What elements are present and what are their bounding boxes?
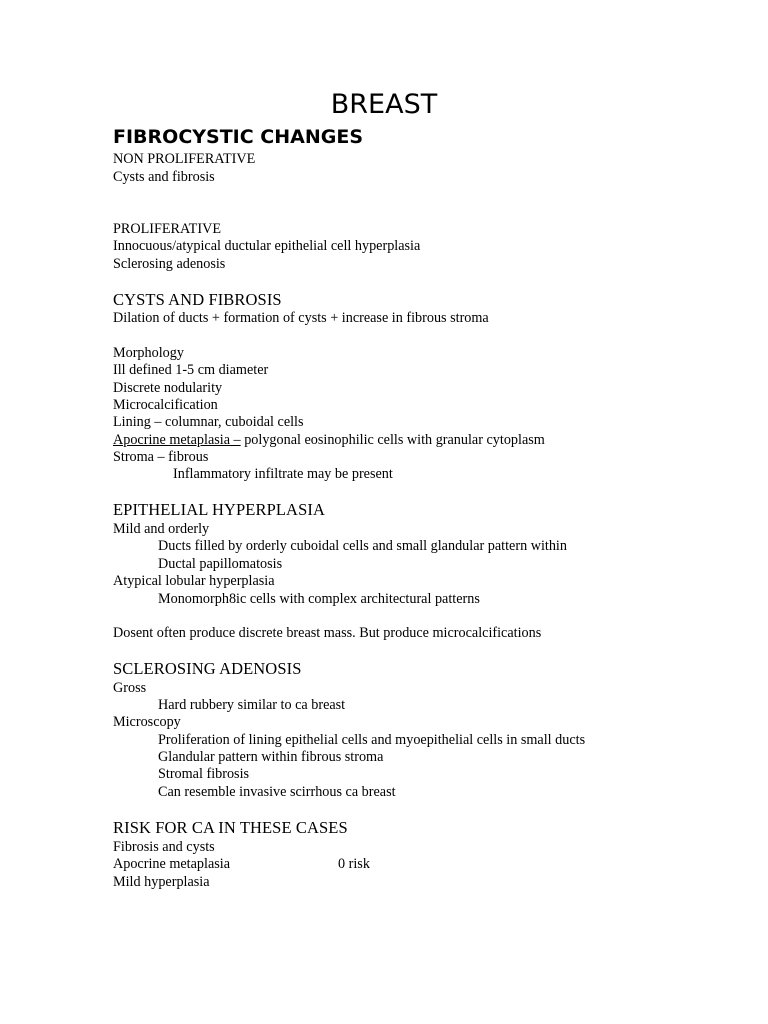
atypical-item-monomorphic: Monomorph8ic cells with complex architectural patterns [158, 590, 480, 607]
gross-item: Hard rubbery similar to ca breast [158, 697, 346, 713]
heading-risk-for-ca: RISK FOR CA IN THESE CASES [113, 818, 348, 837]
cysts-summary: Dilation of ducts + formation of cysts + increase in fibrous stroma [113, 310, 489, 326]
label-proliferative: PROLIFERATIVE [113, 220, 221, 237]
item-cysts-and-fibrosis: Cysts and fibrosis [113, 168, 215, 185]
morphology-item-lining: Lining – columnar, cuboidal cells [113, 414, 304, 430]
heading-epithelial-hyperplasia: EPITHELIAL HYPERPLASIA [113, 500, 325, 519]
heading-sclerosing-adenosis: SCLEROSING ADENOSIS [113, 659, 302, 678]
apocrine-term: Apocrine metaplasia – [113, 431, 241, 448]
microscopy-item-proliferation: Proliferation of lining epithelial cells and myoepithelial cells in small ducts [158, 731, 586, 748]
label-morphology: Morphology [113, 344, 184, 361]
morphology-item-infiltrate: Inflammatory infiltrate may be present [173, 466, 393, 482]
page-title: BREAST [330, 89, 438, 120]
microscopy-item-scirrhous: Can resemble invasive scirrhous ca breast [158, 783, 396, 800]
microscopy-item-glandular: Glandular pattern within fibrous stroma [158, 749, 384, 765]
morphology-item-diameter: Ill defined 1-5 cm diameter [113, 362, 269, 378]
label-microscopy: Microscopy [113, 714, 181, 730]
heading-cysts-and-fibrosis: CYSTS AND FIBROSIS [113, 290, 282, 309]
morphology-item-nodularity: Discrete nodularity [113, 379, 223, 396]
heading-fibrocystic-changes: FIBROCYSTIC CHANGES [113, 126, 363, 148]
label-non-proliferative: NON PROLIFERATIVE [113, 151, 256, 167]
risk-row-value: 0 risk [338, 856, 370, 872]
risk-row-label: Mild hyperplasia [113, 874, 210, 890]
label-atypical-lobular-hyperplasia: Atypical lobular hyperplasia [113, 573, 275, 589]
epithelial-note: Dosent often produce discrete breast mass. But produce microcalcifications [113, 624, 542, 641]
morphology-item-microcalcification: Microcalcification [113, 396, 218, 413]
label-gross: Gross [113, 679, 147, 696]
item-sclerosing-adenosis: Sclerosing adenosis [113, 255, 226, 272]
mild-item-ductal-papillomatosis: Ductal papillomatosis [158, 555, 283, 572]
risk-row-label: Fibrosis and cysts [113, 838, 215, 855]
apocrine-description: polygonal eosinophilic cells with granular cytoplasm [240, 431, 545, 448]
risk-row-label: Apocrine metaplasia [113, 856, 230, 872]
mild-item-ducts-filled: Ducts filled by orderly cuboidal cells and small glandular pattern within [158, 538, 567, 554]
morphology-item-apocrine [113, 432, 545, 449]
microscopy-item-stromal-fibrosis: Stromal fibrosis [158, 766, 250, 782]
morphology-item-stroma: Stroma – fibrous [113, 448, 209, 465]
label-mild-and-orderly: Mild and orderly [113, 520, 210, 537]
item-ductular-hyperplasia: Innocuous/atypical ductular epithelial cell hyperplasia [113, 238, 421, 254]
